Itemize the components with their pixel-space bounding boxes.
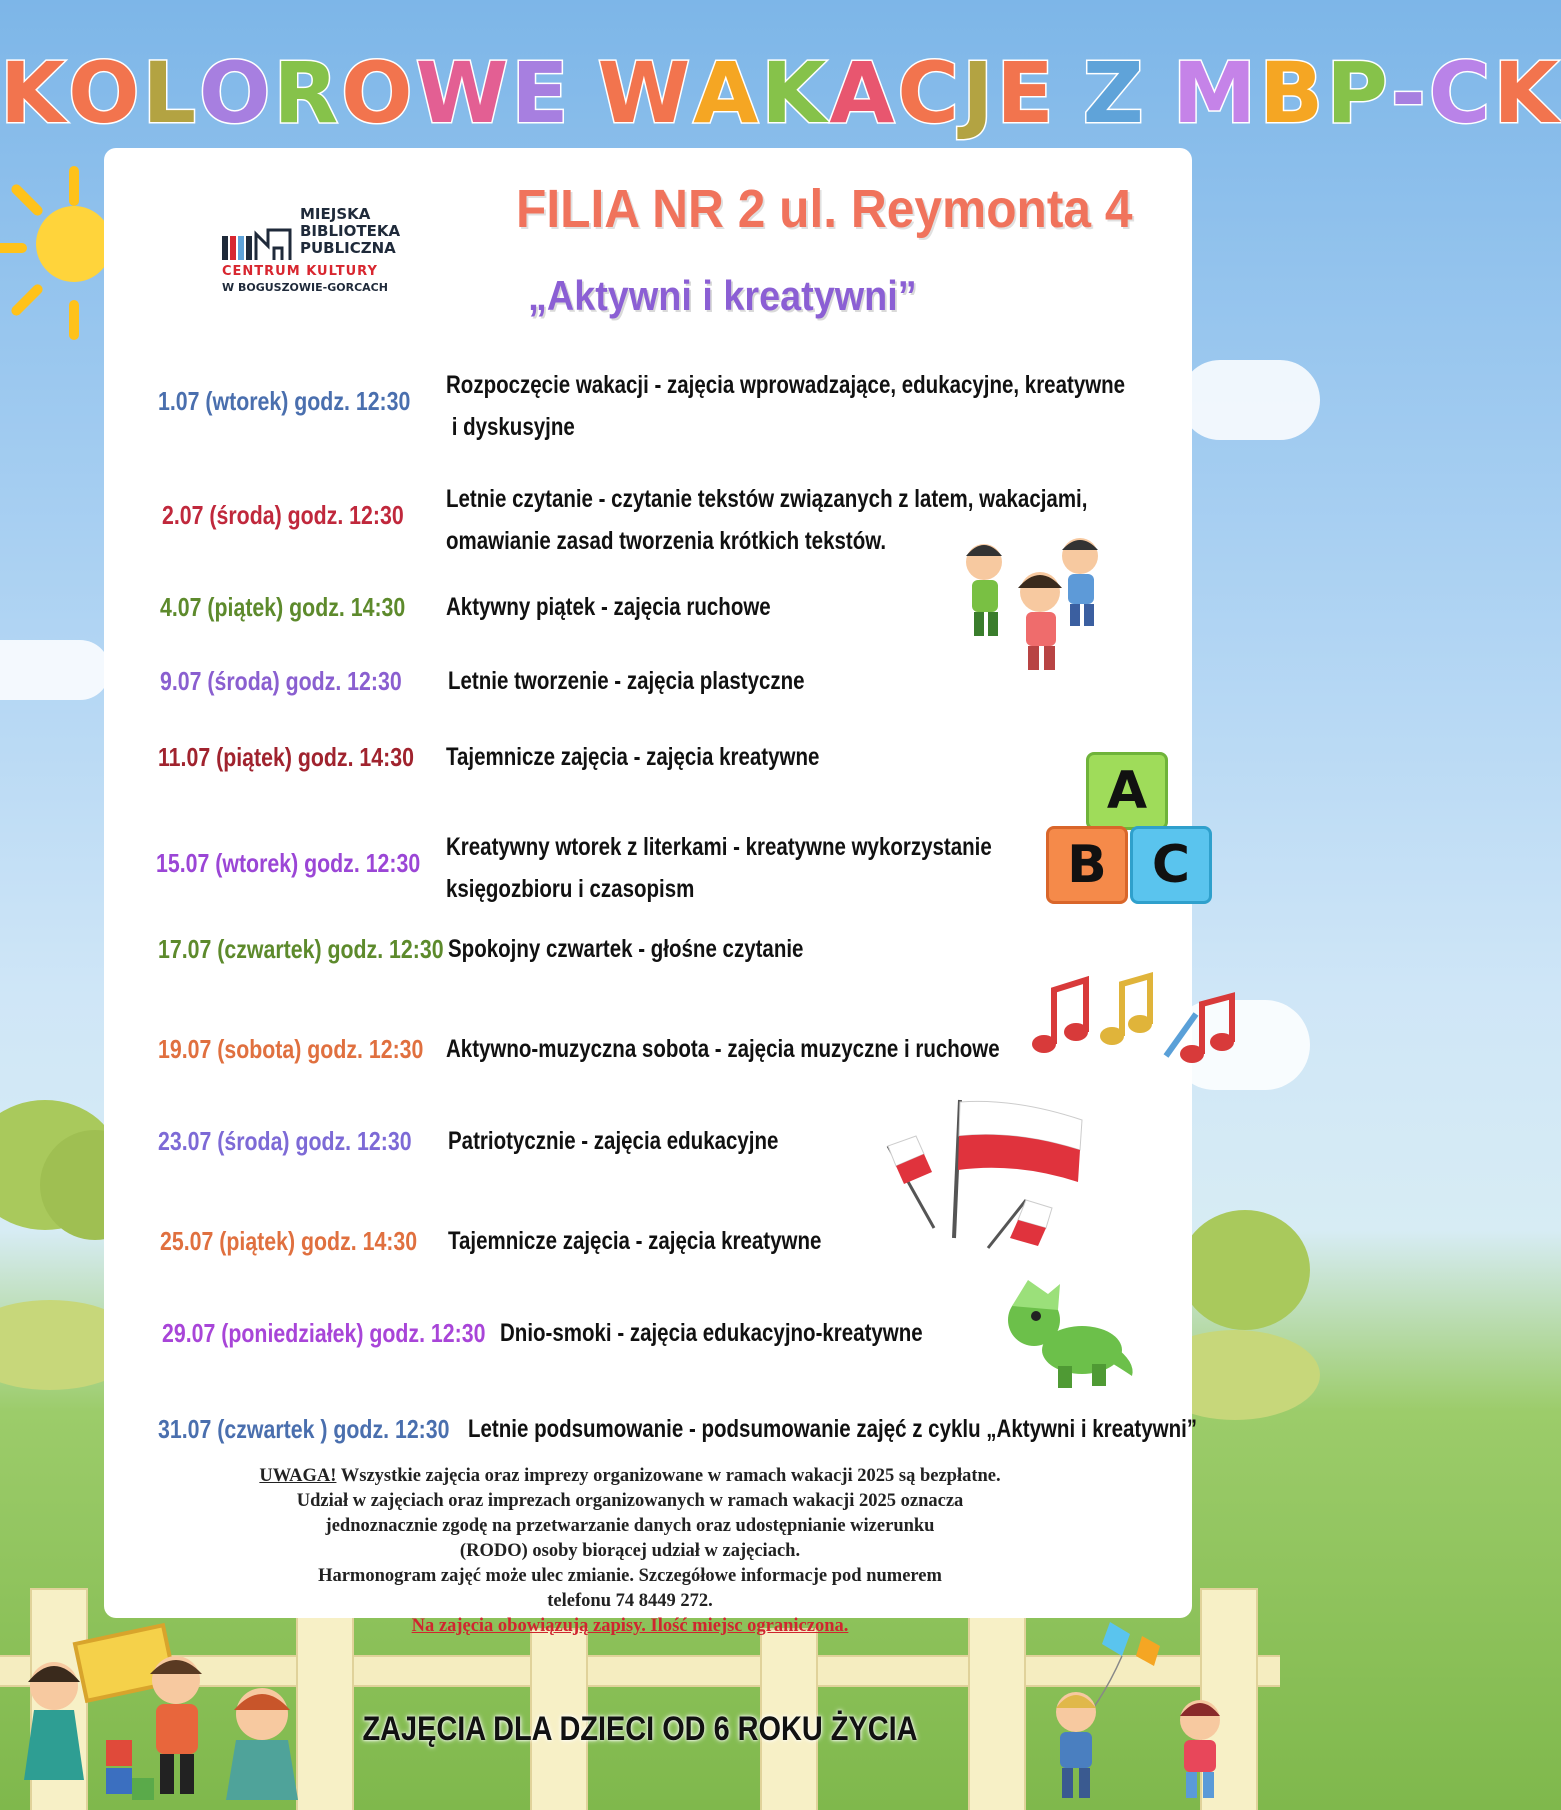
schedule-date: 31.07 (czwartek ) godz. 12:30	[158, 1414, 450, 1444]
title-letter: K	[0, 44, 69, 142]
description-line: Kreatywny wtorek z literkami - kreatywne wykorzystanie	[446, 833, 992, 861]
description-line: Aktywno-muzyczna sobota - zajęcia muzyczne i ruchowe	[446, 1035, 1000, 1063]
age-footer: ZAJĘCIA DLA DZIECI OD 6 ROKU ŻYCIA	[362, 1710, 918, 1748]
music-notes-icon	[1026, 966, 1246, 1076]
schedule-date: 25.07 (piątek) godz. 14:30	[160, 1226, 418, 1256]
title-letter: Z	[1082, 44, 1147, 142]
logo-line-1: MIEJSKA	[300, 205, 371, 223]
schedule-date: 1.07 (wtorek) godz. 12:30	[158, 386, 411, 416]
title-letter: P	[1326, 44, 1391, 142]
page-title	[0, 44, 1561, 142]
description-line: Tajemnicze zajęcia - zajęcia kreatywne	[446, 743, 820, 771]
logo-line-2: BIBLIOTEKA	[300, 222, 401, 240]
title-letter: O	[68, 44, 143, 142]
schedule-date: 23.07 (środa) godz. 12:30	[158, 1126, 412, 1156]
notice-line-5: Harmonogram zajęć może ulec zmianie. Szczegółowe informacje pod numerem	[318, 1566, 942, 1586]
title-letter: C	[897, 44, 963, 142]
notice-uwaga: UWAGA!	[259, 1466, 337, 1486]
notice-line-4: (RODO) osoby biorącej udział w zajęciach.	[459, 1541, 801, 1561]
schedule-description	[448, 660, 805, 702]
title-letter: K	[1493, 44, 1561, 142]
polish-flags-icon	[876, 1096, 1096, 1256]
schedule-description	[446, 364, 1125, 448]
logo-line-5: W BOGUSZOWIE-GORCACH	[222, 281, 388, 294]
tree	[1180, 1210, 1310, 1330]
logo-line-3: PUBLICZNA	[300, 239, 396, 257]
schedule-description	[448, 1220, 821, 1262]
title-letter: A	[693, 44, 762, 142]
title-letter: K	[761, 44, 830, 142]
description-line: Letnie podsumowanie - podsumowanie zajęć z cyklu „Aktywni i kreatywni”	[468, 1415, 1198, 1443]
schedule-date: 4.07 (piątek) godz. 14:30	[160, 592, 406, 622]
block-c: C	[1130, 826, 1212, 904]
cloud	[1180, 360, 1320, 440]
title-letter: C	[1428, 44, 1494, 142]
notice-block	[130, 1464, 1130, 1639]
books-icon	[220, 228, 296, 262]
title-letter: M	[1172, 44, 1260, 142]
description-line: księgozbioru i czasopism	[446, 875, 695, 903]
description-line: Rozpoczęcie wakacji - zajęcia wprowadzające, edukacyjne, kreatywne	[446, 371, 1126, 399]
block-b: B	[1046, 826, 1128, 904]
schedule-date: 9.07 (środa) godz. 12:30	[160, 666, 402, 696]
schedule-description	[446, 826, 992, 910]
schedule-description	[448, 1120, 778, 1162]
description-line: Aktywny piątek - zajęcia ruchowe	[446, 593, 771, 621]
schedule-description	[446, 1028, 1000, 1070]
notice-line-6: telefonu 74 8449 272.	[547, 1591, 713, 1611]
title-letter: -	[1390, 44, 1429, 142]
schedule-description	[446, 586, 771, 628]
description-line: Letnie tworzenie - zajęcia plastyczne	[448, 667, 805, 695]
schedule-date: 11.07 (piątek) godz. 14:30	[158, 742, 414, 772]
description-line: Letnie czytanie - czytanie tekstów związanych z latem, wakacjami,	[446, 485, 1088, 513]
schedule-description	[448, 928, 803, 970]
schedule-description	[468, 1408, 1197, 1450]
description-line: Dnio-smoki - zajęcia edukacyjno-kreatywne	[500, 1319, 923, 1347]
block-a: A	[1086, 752, 1168, 830]
description-line: Tajemnicze zajęcia - zajęcia kreatywne	[448, 1227, 822, 1255]
title-letter: J	[962, 44, 997, 142]
title-letter: E	[996, 44, 1057, 142]
schedule-description	[500, 1312, 923, 1354]
title-letter: B	[1259, 44, 1327, 142]
title-letter: L	[142, 44, 200, 142]
description-line: Spokojny czwartek - głośne czytanie	[448, 935, 804, 963]
title-letter: O	[341, 44, 416, 142]
notice-registration: Na zajęcia obowiązują zapisy. Ilość miejsc ograniczona.	[411, 1616, 849, 1636]
schedule-date: 15.07 (wtorek) godz. 12:30	[156, 848, 421, 878]
notice-line-1: Wszystkie zajęcia oraz imprezy organizowane w ramach wakacji 2025 są bezpłatne.	[336, 1466, 1001, 1486]
title-letter: R	[273, 44, 342, 142]
schedule-date: 2.07 (środa) godz. 12:30	[162, 500, 404, 530]
library-logo	[220, 200, 440, 300]
title-letter: W	[415, 44, 512, 142]
children-icon	[956, 526, 1136, 686]
branch-address: FILIA NR 2 ul. Reymonta 4	[516, 179, 1133, 239]
title-letter: W	[597, 44, 694, 142]
logo-line-4: CENTRUM KULTURY	[222, 264, 378, 279]
schedule-date: 29.07 (poniedziałek) godz. 12:30	[162, 1318, 486, 1348]
notice-line-2: Udział w zajęciach oraz imprezach organizowanych w ramach wakacji 2025 oznacza	[296, 1491, 964, 1511]
title-letter: O	[199, 44, 274, 142]
description-line: Patriotycznie - zajęcia edukacyjne	[448, 1127, 779, 1155]
schedule-date: 17.07 (czwartek) godz. 12:30	[158, 934, 444, 964]
schedule-description	[446, 736, 819, 778]
title-letter: E	[511, 44, 572, 142]
dinosaur-icon	[994, 1276, 1138, 1392]
description-line: i dyskusyjne	[446, 413, 575, 441]
title-letter: A	[829, 44, 898, 142]
program-subtitle: „Aktywni i kreatywni”	[528, 272, 917, 319]
description-line: omawianie zasad tworzenia krótkich tekstów.	[446, 527, 887, 555]
cloud	[0, 640, 110, 700]
schedule-date: 19.07 (sobota) godz. 12:30	[158, 1034, 424, 1064]
notice-line-3: jednoznacznie zgodę na przetwarzanie danych oraz udostępnianie wizerunku	[325, 1516, 935, 1536]
